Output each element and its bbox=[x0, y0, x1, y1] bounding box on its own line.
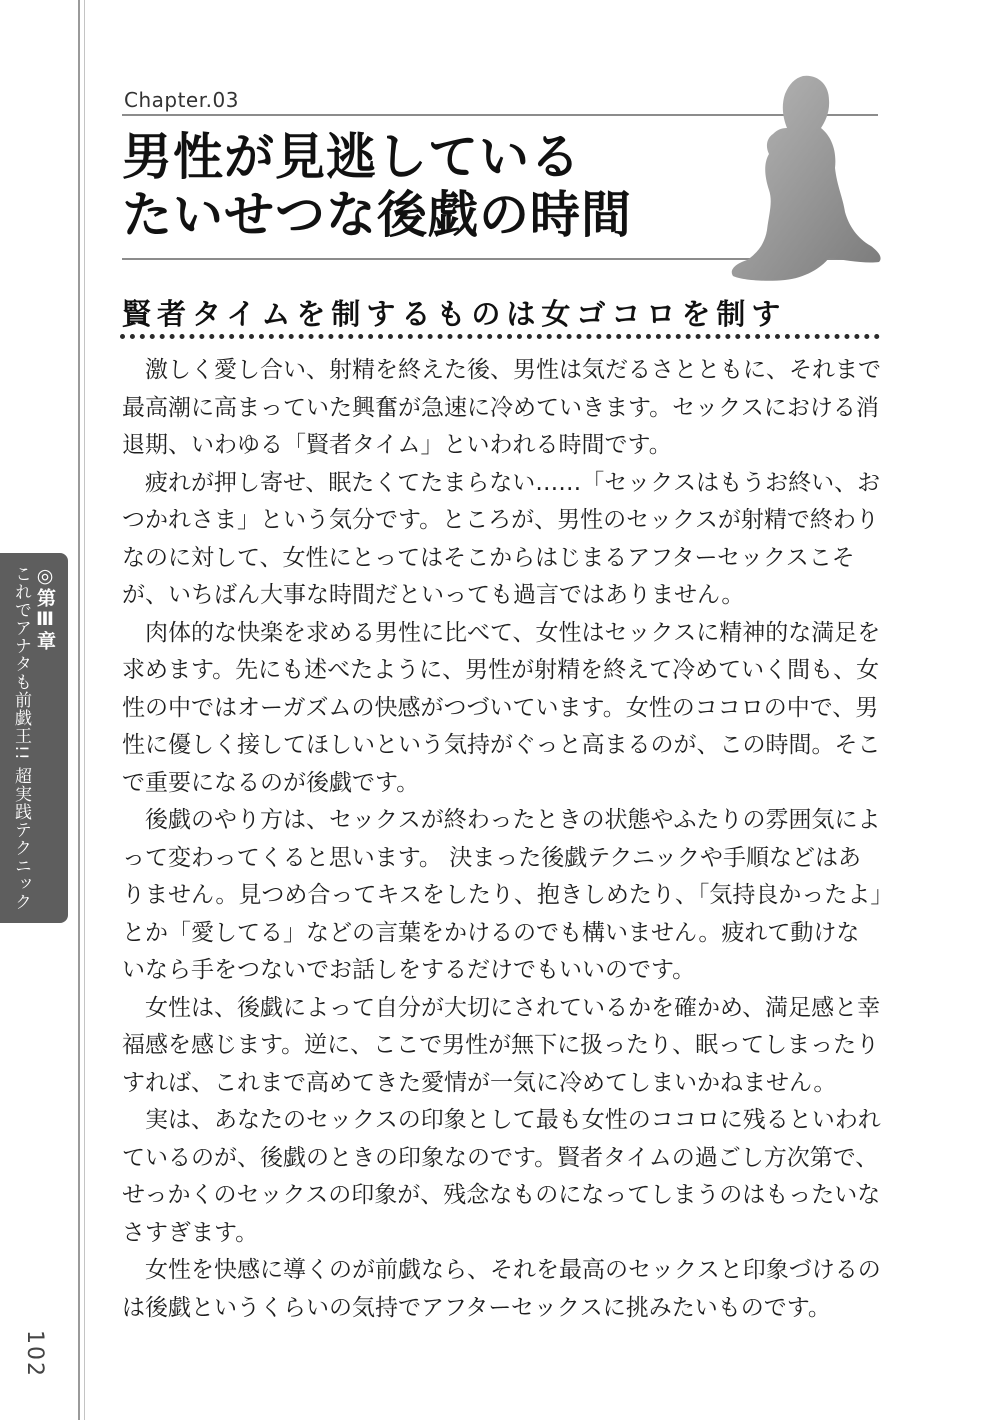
kneeling-woman-silhouette-icon bbox=[725, 72, 885, 284]
page-title bbox=[122, 128, 632, 244]
article-body bbox=[122, 352, 882, 1327]
paragraph: 女性は、後戯によって自分が大切にされているかを確かめ、満足感と幸福感を感じます。逆に、ここで男性が無下に扱ったり、眠ってしまったりすれば、これまで高めてきた愛情が一気に冷めてしまいかねません。 bbox=[122, 994, 881, 1096]
spine-line bbox=[78, 0, 80, 1420]
paragraph: 肉体的な快楽を求める男性に比べて、女性はセックスに精神的な満足を求めます。先にも述べたように、男性が射精を終えて冷めていく間も、女性の中ではオーガズムの快感がつづいています。女性のココロの中で、男性に優しく接してほしいという気持がぐっと高まるのが、この時間。そこで重要になるのが後戯です。 bbox=[122, 619, 881, 796]
paragraph: 激しく愛し合い、射精を終えた後、男性は気だるさとともに、それまで最高潮に高まっていた興奮が急速に冷めていきます。セックスにおける消退期、いわゆる「賢者タイム」といわれる時間です。 bbox=[122, 357, 881, 458]
side-tab-chapter: ◎第Ⅲ章 bbox=[34, 565, 56, 651]
section-heading: 賢者タイムを制するものは女ゴコロを制す bbox=[122, 297, 787, 331]
chapter-label: Chapter.03 bbox=[124, 88, 239, 112]
paragraph: 女性を快感に導くのが前戯なら、それを最高のセックスと印象づけるのは後戯というくらいの気持でアフターセックスに挑みたいものです。 bbox=[122, 1257, 881, 1321]
paragraph: 疲れが押し寄せ、眠たくてたまらない……「セックスはもうお終い、おつかれさま」という気分です。ところが、男性のセックスが射精で終わりなのに対して、女性にとってはそこからはじまるアフターセックスこそが、いちばん大事な時間だといっても過言ではありません。 bbox=[122, 469, 881, 608]
dotted-divider bbox=[120, 334, 880, 339]
paragraph: 後戯のやり方は、セックスが終わったときの状態やふたりの雰囲気によって変わってくると思います。 決まった後戯テクニックや手順などはありません。見つめ合ってキスをしたり、抱きしめたり、「気持良かったよ」とか「愛してる」などの言葉をかけるのでも構いません。疲れて動けないなら手をつないでお話しをするだけでもいいのです。 bbox=[122, 807, 882, 983]
page-number: 102 bbox=[22, 1330, 47, 1378]
title-line: 男性が見逃している bbox=[122, 128, 581, 186]
paragraph: 実は、あなたのセックスの印象として最も女性のココロに残るといわれているのが、後戯のときの印象なのです。賢者タイムの過ごし方次第で、せっかくのセックスの印象が、残念なものになってしまうのはもったいなさすぎます。 bbox=[122, 1107, 881, 1246]
spine-line-inner bbox=[84, 0, 85, 1420]
chapter-side-tab bbox=[0, 553, 68, 923]
side-tab-subtitle: これでアナタも前戯王!! 超実践テクニック bbox=[11, 565, 31, 912]
title-line: たいせつな後戯の時間 bbox=[122, 186, 632, 244]
